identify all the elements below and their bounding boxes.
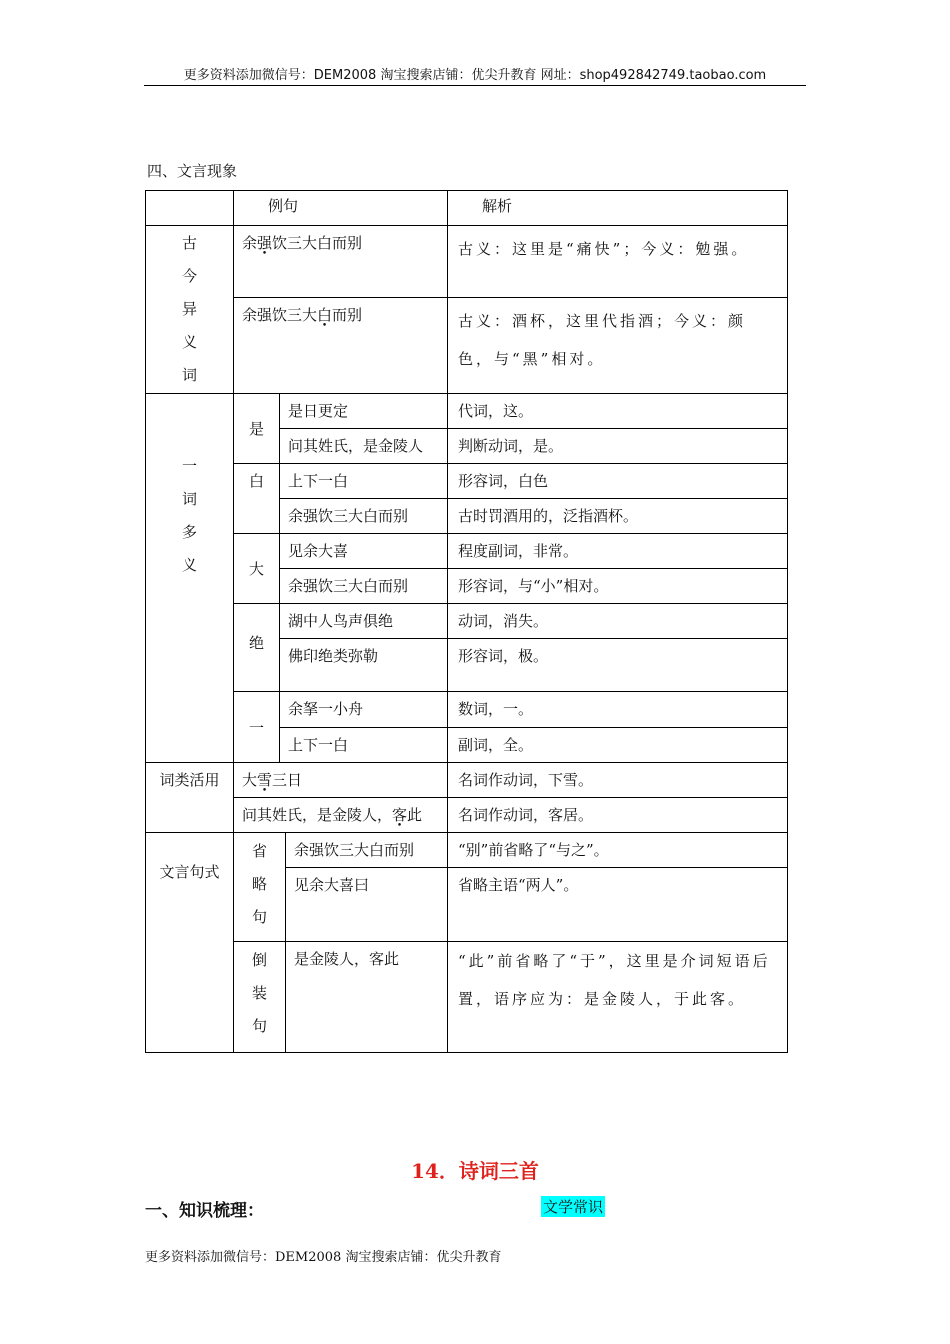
wenyan-phenomena-table (145, 190, 788, 1053)
table-row (146, 798, 788, 833)
example-sentence: 见余大喜曰 (286, 868, 448, 942)
sentence-text: 此 (407, 806, 423, 824)
sentence-text: 问其姓氏，是金陵人， (242, 806, 393, 824)
table-row (146, 534, 788, 569)
page-footer: 更多资料添加微信号：DEM2008 淘宝搜索店铺：优尖升教育 (145, 1250, 502, 1265)
header-rule (144, 85, 806, 86)
example-sentence: 上下一白 (280, 464, 448, 499)
analysis-cell: 代词，这。 (448, 394, 788, 429)
analysis-cell: 动词，消失。 (448, 604, 788, 639)
table-row (146, 833, 788, 868)
header-empty-cell (146, 191, 234, 226)
polysemy-word: 是 (234, 394, 280, 464)
table-row (146, 763, 788, 798)
category-char: 义 (181, 333, 197, 351)
category-char: 词 (181, 366, 197, 384)
analysis-cell: 形容词，白色 (448, 464, 788, 499)
type-char: 略 (251, 875, 267, 893)
type-char: 装 (251, 984, 267, 1002)
category-gujin (146, 226, 234, 394)
category-char: 今 (181, 267, 197, 285)
analysis-cell: 形容词，与“小”相对。 (448, 569, 788, 604)
analysis-cell: “别”前省略了“与之”。 (448, 833, 788, 868)
table-row (146, 298, 788, 394)
polysemy-word: 大 (234, 534, 280, 604)
sentence-text: 余强饮三大 (242, 306, 318, 324)
analysis-cell: 副词，全。 (448, 728, 788, 763)
example-sentence: 余强饮三大白而别 (286, 833, 448, 868)
category-char: 多 (181, 523, 197, 541)
category-char: 词 (181, 490, 197, 508)
table-row (146, 604, 788, 639)
example-sentence: 余强饮三大白而别 (280, 569, 448, 604)
example-sentence: 余强饮三大白而别 (280, 499, 448, 534)
category-cilei: 词类活用 (146, 763, 234, 833)
literary-knowledge-tag: 文学常识 (543, 1198, 604, 1216)
polysemy-word: 绝 (234, 604, 280, 692)
example-sentence (234, 226, 448, 298)
page-header: 更多资料添加微信号：DEM2008 淘宝搜索店铺：优尖升教育 网址：shop492842749.taobao.com (183, 68, 767, 83)
example-sentence: 见余大喜 (280, 534, 448, 569)
category-yici (146, 394, 234, 763)
header-example: 例句 (234, 191, 448, 226)
sentence-type-daozhuang (234, 942, 286, 1053)
analysis-cell: 形容词，极。 (448, 639, 788, 692)
analysis-cell: 判断动词，是。 (448, 429, 788, 464)
analysis-cell: 名词作动词，客居。 (448, 798, 788, 833)
type-char: 倒 (251, 951, 267, 969)
polysemy-word: 一 (234, 692, 280, 763)
category-char: 一 (181, 457, 197, 475)
emphasis-char: 强 (257, 234, 273, 252)
example-sentence: 湖中人鸟声俱绝 (280, 604, 448, 639)
example-sentence: 佛印绝类弥勒 (280, 639, 448, 692)
emphasis-char: 白 (317, 306, 333, 324)
example-sentence: 问其姓氏，是金陵人 (280, 429, 448, 464)
table-row (146, 942, 788, 1053)
table-row (146, 464, 788, 499)
section-title: 四、文言现象 (147, 162, 238, 180)
header-analysis: 解析 (448, 191, 788, 226)
example-sentence: 是日更定 (280, 394, 448, 429)
analysis-cell: 古义：酒杯，这里代指酒；今义：颜色，与“黑”相对。 (448, 298, 788, 394)
category-jushi: 文言句式 (146, 833, 234, 1053)
sentence-text: 三日 (272, 771, 303, 789)
analysis-cell: 古义：这里是“痛快”；今义：勉强。 (448, 226, 788, 298)
example-sentence: 余拏一小舟 (280, 692, 448, 728)
table-row (146, 394, 788, 429)
analysis-cell: 省略主语“两人”。 (448, 868, 788, 942)
category-char: 古 (181, 234, 197, 252)
analysis-cell: 古时罚酒用的，泛指酒杯。 (448, 499, 788, 534)
type-char: 句 (251, 908, 267, 926)
table-row (146, 226, 788, 298)
sentence-text: 大 (242, 771, 258, 789)
emphasis-char: 雪 (257, 771, 273, 789)
example-sentence: 是金陵人，客此 (286, 942, 448, 1053)
type-char: 省 (251, 842, 267, 860)
emphasis-char: 客 (392, 806, 408, 824)
sentence-type-shenglue (234, 833, 286, 942)
analysis-cell: 名词作动词，下雪。 (448, 763, 788, 798)
polysemy-word: 白 (234, 464, 280, 534)
table-row (146, 692, 788, 728)
lesson-title: 14．诗词三首 (411, 1159, 539, 1183)
example-sentence (234, 298, 448, 394)
example-sentence (234, 763, 448, 798)
sentence-text: 而别 (332, 306, 363, 324)
type-char: 句 (251, 1017, 267, 1035)
sentence-text: 余 (242, 234, 258, 252)
knowledge-heading: 一、知识梳理： (145, 1201, 264, 1221)
sentence-text: 饮三大白而别 (272, 234, 363, 252)
example-sentence (234, 798, 448, 833)
analysis-cell: “此”前省略了“于”，这里是介词短语后置，语序应为：是金陵人，于此客。 (448, 942, 788, 1053)
category-char: 异 (181, 300, 197, 318)
analysis-cell: 程度副词，非常。 (448, 534, 788, 569)
category-char: 义 (181, 556, 197, 574)
analysis-cell: 数词，一。 (448, 692, 788, 728)
example-sentence: 上下一白 (280, 728, 448, 763)
table-header-row (146, 191, 788, 226)
